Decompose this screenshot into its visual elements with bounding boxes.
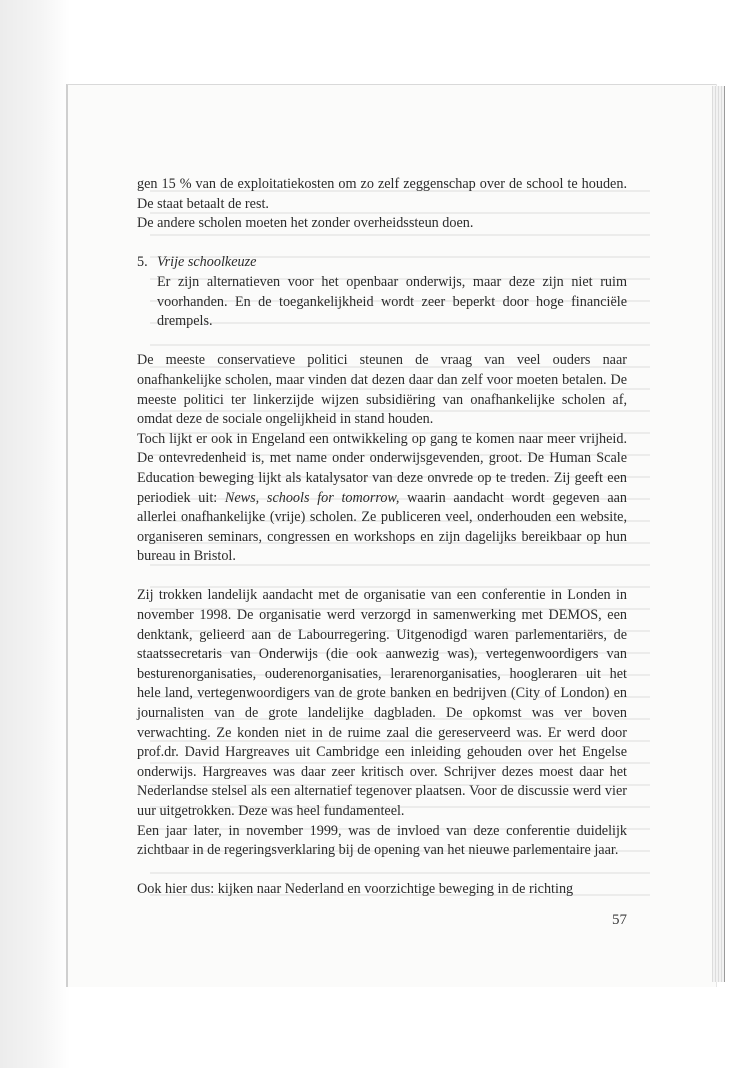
paragraph-jaar-later: Een jaar later, in november 1999, was de invloed van deze conferentie duidelijk zichtbaar in de regeringsverklaring bij de opening van het nieuwe parlementaire jaar. — [137, 822, 627, 859]
closing-line: Ook hier dus: kijken naar Nederland en voorzichtige beweging in de richting — [137, 881, 574, 898]
list-item-5 — [137, 253, 627, 331]
page-number: 57 — [612, 912, 627, 928]
paragraph-engeland — [137, 430, 627, 567]
body-text — [137, 175, 627, 900]
paragraph-engeland-a: Toch lijkt er ook in Engeland een ontwikkeling op gang te komen naar meer vrijheid. De ontevredenheid is, met name onder onderwijsgevenden, groot. De Human Scale Education beweging lijkt als katalysator van deze onvrede op te treden. Zij geeft een periodiek uit: — [137, 430, 627, 506]
periodical-title: News, schools for tomorrow, — [224, 489, 400, 506]
paragraph-engeland-b: waarin aandacht wordt gegeven aan allerlei onafhankelijke (vrije) scholen. Ze publiceren veel, onderhouden een website, organiseren seminars, congressen en workshops en zijn dagelijks bereikbaar op hun bureau in Bristol. — [137, 489, 628, 565]
list-item-text: Er zijn alternatieven voor het openbaar onderwijs, maar deze zijn niet ruim voorhanden. En de toegankelijkheid wordt zeer beperkt door hoge financiële drempels. — [157, 273, 627, 330]
list-item-title: Vrije schoolkeuze — [157, 254, 257, 271]
paragraph-conferentie: Zij trokken landelijk aandacht met de organisatie van een conferentie in Londen in november 1998. De organisatie werd verzorgd in samenwerking met DEMOS, een denktank, gelieerd aan de Labourregering. Uitgenodigd waren parlementariërs, de staatssecretaris van Onderwijs (die ook aanwezig was), vertegenwoordigers van besturenorganisaties, ouderenorganisaties, lerarenorganisaties, hoogleraren uit het hele land, vertegenwoordigers van de grote banken en bedrijven (City of London) en journalisten van de grote landelijke dagbladen. De opkomst was ver boven verwachting. Ze konden niet in de ruime zaal die gereserveerd was. Er werd door prof.dr. David Hargreaves uit Cambridge een inleiding gehouden over het Engelse onderwijs. Hargreaves was daar zeer kritisch over. Schrijver dezes moest daar het Nederlandse stelsel als een alternatief tegenover plaatsen. Voor de discussie werd vier uur uitgetrokken. Deze was heel fundamenteel. — [137, 587, 627, 819]
list-item-number: 5. — [137, 254, 148, 271]
intro-line-2: De andere scholen moeten het zonder overheidssteun doen. — [137, 215, 474, 232]
page-edge-stack — [712, 86, 725, 982]
intro-line-1: gen 15 % van de exploitatiekosten om zo zelf zeggenschap over de school te houden. De staat betaalt de rest. — [137, 176, 627, 212]
paragraph-politici: De meeste conservatieve politici steunen de vraag van veel ouders naar onafhankelijke scholen, maar vinden dat dezen daar dan zelf voor moeten betalen. De meeste politici ter linkerzijde wijzen subsidiëring van onafhankelijke scholen af, omdat deze de sociale ongelijkheid in stand houden. — [137, 352, 627, 428]
